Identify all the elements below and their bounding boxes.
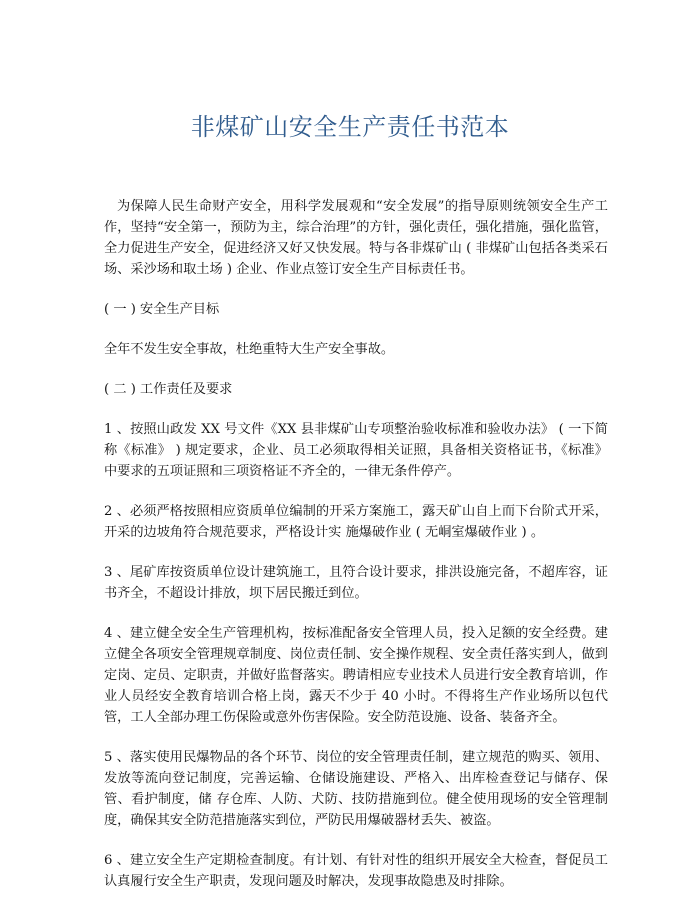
requirement-item-1: 1 、按照山政发 XX 号文件《XX 县非煤矿山专项整治验收标准和验收办法》 ( 一下简称《标准》 ) 规定要求，企业、员工必须取得相关证照，具备相关资格证书，《标准》中要求的五项证照和三项资格证不齐全的，一律无条件停产。 bbox=[104, 422, 608, 479]
requirement-item-5: 5 、落实使用民爆物品的各个环节、岗位的安全管理责任制，建立规范的购买、领用、发放等流向登记制度，完善运输、仓储设施建设、严格入、出库检查登记与储存、保管、看护制度，储 存仓库、人防、犬防、技防措施到位。健全使用现场的安全管理制度，确保其安全防范措施落实到位，严防民用爆破器材丢失、被盗。 bbox=[104, 750, 608, 828]
section-heading-safety-goal: ( 一 ) 安全生产目标 bbox=[104, 302, 220, 317]
document-body bbox=[104, 196, 608, 911]
requirement-item-3: 3 、尾矿库按资质单位设计建筑施工，且符合设计要求，排洪设施完备，不超库容，证书齐全，不超设计排放，坝下居民搬迁到位。 bbox=[104, 565, 608, 601]
document-title: 非煤矿山安全生产责任书范本 bbox=[190, 113, 510, 141]
requirement-item-4: 4 、建立健全安全生产管理机构，按标准配备安全管理人员，投入足额的安全经费。建立健全各项安全管理规章制度、岗位责任制、安全操作规程、安全责任落实到人，做到定岗、定员、定职责，并做好监督落实。聘请相应专业技术人员进行安全教育培训，作业人员经安全教育培训合格上岗，露天不少于 40 小时。不得将生产作业场所以包代管，工人全部办理工伤保险或意外伤害保险。安全防范设施、设备、装备齐全。 bbox=[104, 626, 608, 725]
intro-paragraph: 为保障人民生命财产安全，用科学发展观和“安全发展”的指导原则统领安全生产工作，坚持“安全第一，预防为主，综合治理”的方针，强化责任，强化措施，强化监管，全力促进生产安全，促进经济又好又快发展。特与各非煤矿山 ( 非煤矿山包括各类采石场、采沙场和取土场 ) 企业、作业点签订安全生产目标责任书。 bbox=[104, 199, 608, 277]
requirement-item-6: 6 、建立安全生产定期检查制度。有计划、有针对性的组织开展安全大检查，督促员工认真履行安全生产职责，发现问题及时解决，发现事故隐患及时排除。 bbox=[104, 853, 608, 889]
section-heading-responsibilities: ( 二 ) 工作责任及要求 bbox=[104, 382, 233, 397]
requirement-item-2: 2 、必须严格按照相应资质单位编制的开采方案施工，露天矿山自上而下台阶式开采，开采的边坡角符合规范要求，严格设计实 施爆破作业 ( 无峒室爆破作业 ) 。 bbox=[104, 504, 608, 540]
safety-goal-text: 全年不发生安全事故，杜绝重特大生产安全事故。 bbox=[104, 342, 395, 357]
